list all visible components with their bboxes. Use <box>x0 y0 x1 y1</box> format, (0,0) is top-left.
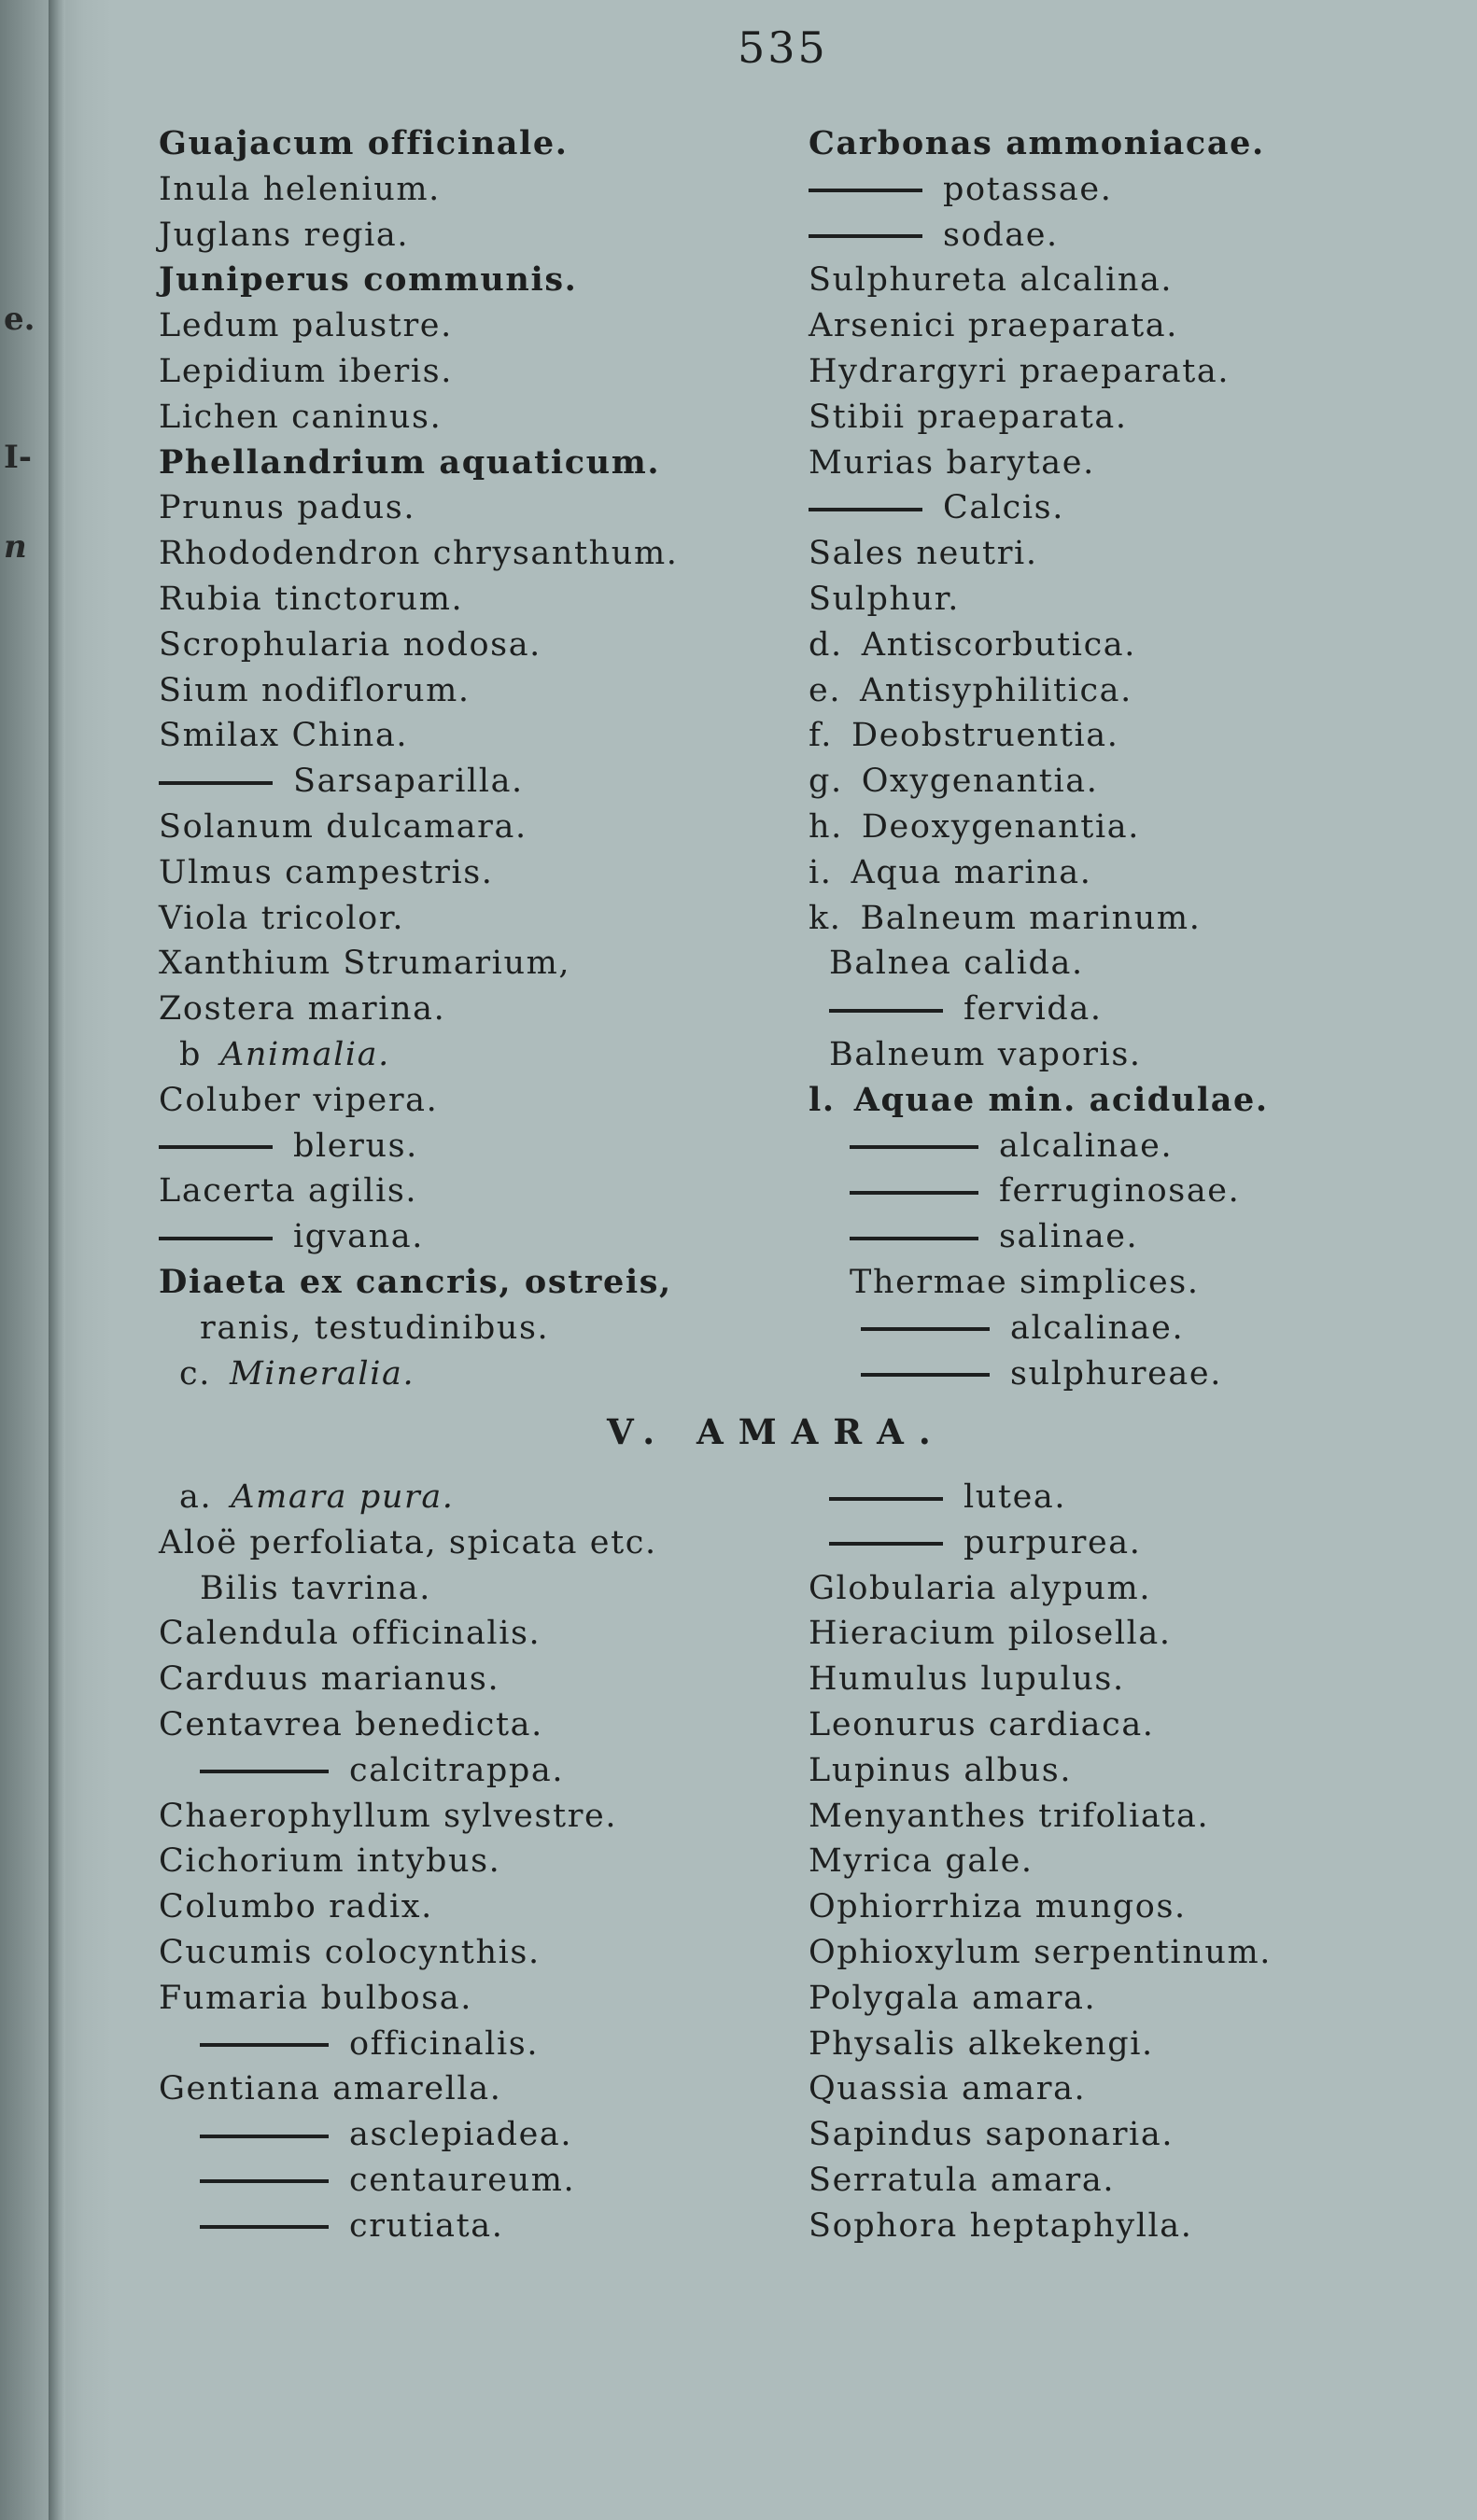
entry-text: Cucumis colocynthis. <box>159 1933 541 1971</box>
entry-line <box>809 1260 1269 1306</box>
entry-marker: i. <box>809 853 833 891</box>
entry-line <box>159 1032 678 1078</box>
entry-line <box>809 2204 1272 2249</box>
entry-marker: k. <box>809 899 842 937</box>
entry-text: Sapindus saponaria. <box>809 2116 1175 2154</box>
entry-marker: b <box>179 1035 203 1073</box>
entry-text: Viola tricolor. <box>159 899 405 937</box>
entry-line <box>159 850 678 896</box>
entry-line <box>809 441 1269 486</box>
entry-line <box>809 1520 1272 1566</box>
entry-line <box>159 577 678 623</box>
entry-text: sulphureae. <box>1010 1354 1222 1393</box>
left-column-bottom <box>159 1475 657 2249</box>
ditto-dash <box>861 1373 990 1377</box>
entry-marker: e. <box>809 671 842 709</box>
entry-text: Antisyphilitica. <box>860 671 1132 709</box>
entry-line <box>809 1930 1272 1976</box>
entry-text: Balneum marinum. <box>860 899 1202 937</box>
entry-text: Prunus padus. <box>159 489 416 527</box>
entry-text: alcalinae. <box>999 1127 1174 1165</box>
entry-text: Physalis alkekengi. <box>809 2024 1154 2063</box>
ditto-dash <box>829 1542 943 1546</box>
entry-line <box>159 1169 678 1214</box>
entry-line <box>809 896 1269 942</box>
entry-line <box>809 1351 1269 1397</box>
entry-text: Mineralia. <box>229 1354 415 1393</box>
entry-text: Hydrargyri praeparata. <box>809 352 1231 390</box>
ditto-dash <box>159 1237 273 1240</box>
entry-line <box>809 2158 1272 2204</box>
entry-marker: c. <box>179 1354 211 1393</box>
right-column-bottom <box>809 1475 1272 2249</box>
entry-text: Zostera marina. <box>159 990 446 1029</box>
entry-text: Phellandrium aquaticum. <box>159 442 661 482</box>
entry-line <box>809 850 1269 896</box>
entry-text: lutea. <box>964 1478 1067 1516</box>
entry-line <box>159 2022 657 2067</box>
entry-text: Myrica gale. <box>809 1842 1034 1881</box>
entry-line <box>809 1306 1269 1351</box>
entry-line <box>809 1884 1272 1930</box>
entry-marker: f. <box>809 717 834 755</box>
entry-line <box>809 1169 1269 1214</box>
entry-text: Stibii praeparata. <box>809 398 1128 436</box>
margin-mark: I- <box>4 439 33 476</box>
entry-text: Solanum dulcamara. <box>159 807 528 846</box>
entry-marker: a. <box>179 1478 213 1516</box>
entry-line <box>159 2204 657 2249</box>
entry-text: Oxygenantia. <box>861 763 1099 801</box>
entry-text: Amara pura. <box>231 1478 455 1516</box>
entry-line <box>159 121 678 167</box>
entry-text: Deobstruentia. <box>851 717 1119 755</box>
entry-line <box>159 987 678 1032</box>
entry-text: Gentiana amarella. <box>159 2070 502 2108</box>
entry-text: crutiata. <box>349 2206 504 2245</box>
entry-text: Lupinus albus. <box>809 1751 1073 1789</box>
entry-text: asclepiadea. <box>349 2116 573 2154</box>
entry-line <box>159 303 678 349</box>
entry-text: Smilax China. <box>159 717 409 755</box>
entry-text: Coluber vipera. <box>159 1081 439 1119</box>
entry-line <box>159 1351 678 1397</box>
entry-text: Lepidium iberis. <box>159 352 453 390</box>
entry-text: alcalinae. <box>1010 1309 1185 1347</box>
right-column-top <box>809 121 1269 1396</box>
entry-line <box>159 1078 678 1124</box>
entry-text: Rhododendron chrysanthum. <box>159 535 679 573</box>
entry-line <box>159 167 678 213</box>
entry-text: purpurea. <box>964 1523 1142 1561</box>
entry-line <box>809 1748 1272 1794</box>
entry-line <box>809 395 1269 441</box>
ditto-dash <box>200 2043 329 2047</box>
entry-text: Sulphureta alcalina. <box>809 261 1174 300</box>
entry-text: Calcis. <box>943 489 1064 527</box>
entry-marker: d. <box>809 625 843 664</box>
entry-text: Scrophularia nodosa. <box>159 625 542 664</box>
entry-line <box>159 1260 678 1306</box>
entry-line <box>809 1657 1272 1702</box>
entry-line <box>809 805 1269 850</box>
entry-text: salinae. <box>999 1218 1139 1256</box>
entry-line <box>159 1214 678 1260</box>
ditto-dash <box>200 2225 329 2229</box>
ditto-dash <box>200 2135 329 2138</box>
entry-line <box>809 258 1269 303</box>
entry-text: Columbo radix. <box>159 1888 433 1926</box>
left-column-top <box>159 121 678 1396</box>
entry-text: igvana. <box>293 1218 424 1256</box>
entry-line <box>809 167 1269 213</box>
entry-line <box>809 1611 1272 1657</box>
ditto-dash <box>200 2179 329 2183</box>
entry-text: Centavrea benedicta. <box>159 1705 543 1743</box>
entry-text: Sales neutri. <box>809 535 1038 573</box>
entry-line <box>809 121 1269 167</box>
ditto-dash <box>809 234 922 238</box>
entry-text: Sium nodiflorum. <box>159 671 471 709</box>
margin-mark: n <box>4 528 27 566</box>
entry-line <box>159 623 678 668</box>
entry-line <box>809 759 1269 805</box>
entry-line <box>809 485 1269 531</box>
entry-line <box>809 1566 1272 1612</box>
entry-line <box>159 668 678 714</box>
entry-line <box>809 941 1269 987</box>
entry-text: Inula helenium. <box>159 170 441 208</box>
entry-text: Guajacum officinale. <box>159 124 569 162</box>
entry-line <box>809 1702 1272 1748</box>
entry-line <box>159 2066 657 2112</box>
entry-text: Ulmus campestris. <box>159 853 494 891</box>
entry-text: Fumaria bulbosa. <box>159 1979 472 2017</box>
entry-text: Polygala amara. <box>809 1979 1097 2017</box>
entry-text: ranis, testudinibus. <box>200 1309 550 1347</box>
entry-marker: l. <box>809 1080 836 1119</box>
entry-line <box>159 441 678 486</box>
section-heading: V. AMARA. <box>607 1411 946 1452</box>
entry-line <box>809 531 1269 577</box>
ditto-dash <box>159 1145 273 1149</box>
entry-text: Chaerophyllum sylvestre. <box>159 1797 618 1835</box>
entry-line <box>159 1884 657 1930</box>
entry-text: Ophiorrhiza mungos. <box>809 1888 1187 1926</box>
entry-text: Diaeta ex cancris, ostreis, <box>159 1262 672 1301</box>
entry-line <box>159 1657 657 1702</box>
page-number: 535 <box>738 22 828 73</box>
entry-line <box>159 1976 657 2022</box>
entry-text: Ophioxylum serpentinum. <box>809 1933 1272 1971</box>
ditto-dash <box>850 1237 978 1240</box>
entry-line <box>809 1032 1269 1078</box>
entry-line <box>159 2112 657 2158</box>
entry-text: Serratula amara. <box>809 2161 1116 2199</box>
entry-line <box>809 2022 1272 2067</box>
ditto-dash <box>809 508 922 511</box>
entry-line <box>809 2112 1272 2158</box>
entry-text: Aqua marina. <box>851 853 1092 891</box>
entry-text: Menyanthes trifoliata. <box>809 1797 1210 1835</box>
entry-line <box>159 213 678 259</box>
entry-text: officinalis. <box>349 2024 540 2063</box>
entry-text: ferruginosae. <box>999 1172 1241 1211</box>
entry-line <box>159 1611 657 1657</box>
entry-text: Hieracium pilosella. <box>809 1615 1172 1653</box>
entry-text: Sophora heptaphylla. <box>809 2206 1193 2245</box>
entry-text: Animalia. <box>220 1035 390 1073</box>
ditto-dash <box>159 781 273 785</box>
entry-line <box>159 349 678 395</box>
entry-text: potassae. <box>943 170 1113 208</box>
entry-line <box>159 395 678 441</box>
entry-line <box>809 1475 1272 1520</box>
entry-line <box>159 1475 657 1520</box>
entry-text: Antiscorbutica. <box>861 625 1136 664</box>
ditto-dash <box>809 189 922 192</box>
entry-marker: g. <box>809 763 843 801</box>
margin-mark: e. <box>4 301 35 338</box>
entry-line <box>159 941 678 987</box>
entry-marker: h. <box>809 807 843 846</box>
entry-text: Lacerta agilis. <box>159 1172 418 1211</box>
entry-line <box>159 805 678 850</box>
entry-line <box>809 2066 1272 2112</box>
entry-line <box>809 1124 1269 1169</box>
entry-text: centaureum. <box>349 2161 576 2199</box>
entry-text: Thermae simplices. <box>850 1263 1200 1301</box>
entry-line <box>159 2158 657 2204</box>
entry-text: Ledum palustre. <box>159 307 453 345</box>
entry-text: calcitrappa. <box>349 1751 565 1789</box>
entry-text: Humulus lupulus. <box>809 1660 1125 1699</box>
entry-line <box>159 485 678 531</box>
entry-line <box>159 258 678 303</box>
ditto-dash <box>829 1009 943 1013</box>
entry-text: Juniperus communis. <box>159 260 578 300</box>
entry-line <box>159 1566 657 1612</box>
ditto-dash <box>861 1327 990 1331</box>
entry-text: Globularia alypum. <box>809 1569 1152 1607</box>
entry-text: Cichorium intybus. <box>159 1842 501 1881</box>
entry-line <box>809 349 1269 395</box>
entry-line <box>159 531 678 577</box>
ditto-dash <box>200 1770 329 1773</box>
entry-line <box>159 1702 657 1748</box>
entry-line <box>159 759 678 805</box>
entry-line <box>809 1214 1269 1260</box>
entry-line <box>809 303 1269 349</box>
entry-text: Lichen caninus. <box>159 398 443 436</box>
entry-text: Carbonas ammoniacae. <box>809 124 1265 162</box>
entry-text: Balnea calida. <box>829 945 1084 983</box>
entry-text: Juglans regia. <box>159 216 410 254</box>
entry-line <box>159 1839 657 1884</box>
entry-text: Bilis tavrina. <box>200 1569 431 1607</box>
entry-text: Quassia amara. <box>809 2070 1087 2108</box>
entry-line <box>809 623 1269 668</box>
entry-line <box>809 213 1269 259</box>
entry-text: Leonurus cardiaca. <box>809 1705 1155 1743</box>
entry-text: sodae. <box>943 216 1059 254</box>
entry-text: Aquae min. acidulae. <box>853 1080 1269 1119</box>
entry-line <box>159 713 678 759</box>
entry-text: Rubia tinctorum. <box>159 580 464 618</box>
entry-text: Sulphur. <box>809 580 961 618</box>
entry-line <box>809 1839 1272 1884</box>
entry-line <box>159 1794 657 1840</box>
entry-text: Deoxygenantia. <box>861 807 1140 846</box>
entry-line <box>159 1124 678 1169</box>
entry-line <box>809 668 1269 714</box>
entry-text: Xanthium Strumarium, <box>159 945 571 983</box>
entry-line <box>159 896 678 942</box>
entry-text: Arsenici praeparata. <box>809 307 1178 345</box>
entry-text: Sarsaparilla. <box>293 763 524 801</box>
entry-line <box>809 1976 1272 2022</box>
entry-line <box>809 987 1269 1032</box>
entry-text: Murias barytae. <box>809 443 1095 482</box>
ditto-dash <box>829 1497 943 1501</box>
entry-line <box>809 1794 1272 1840</box>
entry-line <box>159 1930 657 1976</box>
entry-text: Aloë perfoliata, spicata etc. <box>159 1523 657 1561</box>
entry-text: fervida. <box>964 990 1103 1029</box>
entry-line <box>809 1078 1269 1124</box>
entry-line <box>809 577 1269 623</box>
book-spine <box>49 0 65 2520</box>
ditto-dash <box>850 1191 978 1195</box>
entry-line <box>809 713 1269 759</box>
entry-text: blerus. <box>293 1127 418 1165</box>
entry-text: Carduus marianus. <box>159 1660 500 1699</box>
entry-text: Calendula officinalis. <box>159 1615 542 1653</box>
entry-line <box>159 1306 678 1351</box>
entry-line <box>159 1520 657 1566</box>
ditto-dash <box>850 1145 978 1149</box>
entry-text: Balneum vaporis. <box>829 1035 1142 1073</box>
entry-line <box>159 1748 657 1794</box>
